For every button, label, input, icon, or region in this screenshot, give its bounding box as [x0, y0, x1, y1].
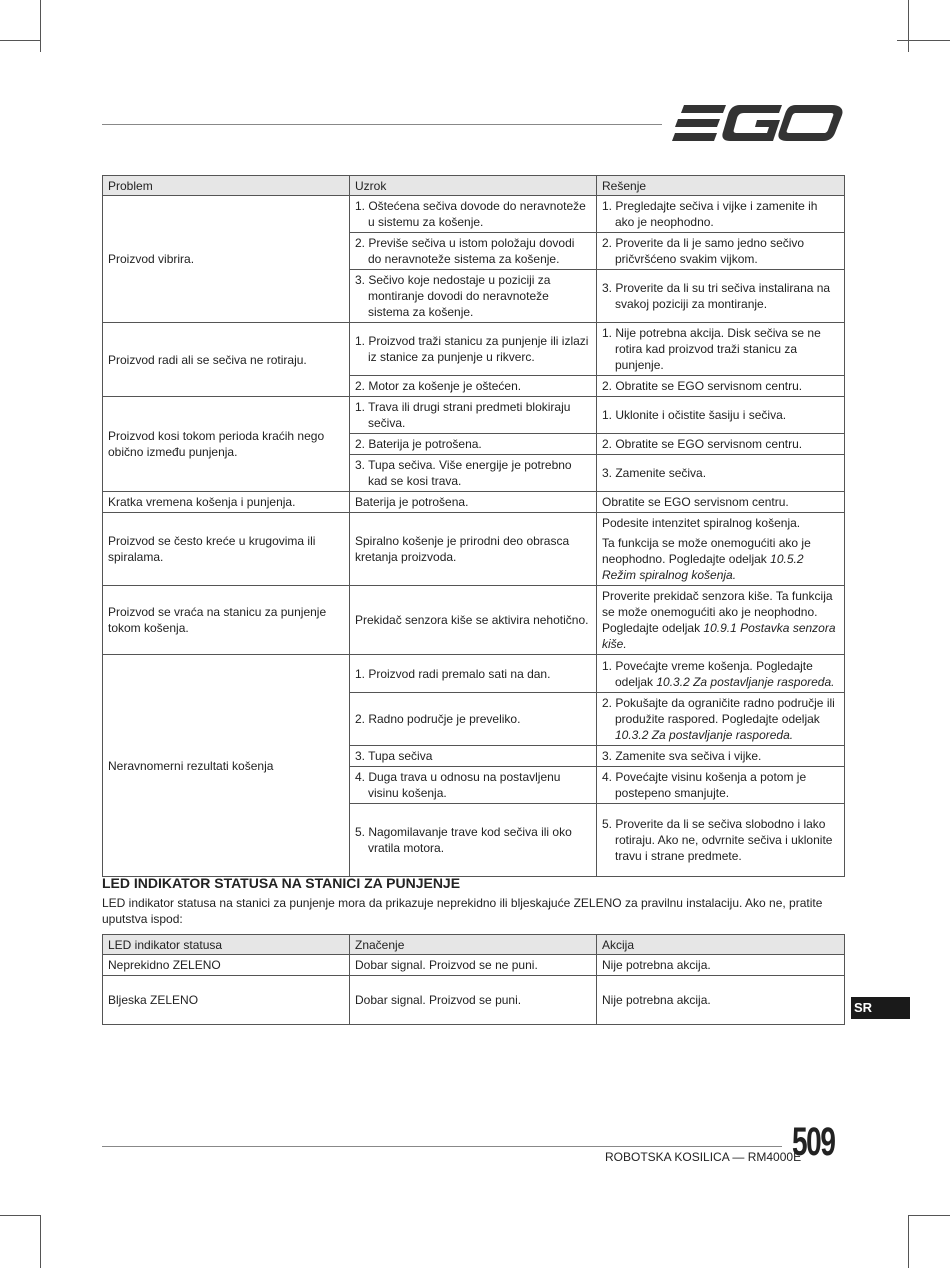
header-rule	[102, 124, 662, 125]
table-row	[103, 976, 845, 1025]
solution-text: 3. Zamenite sva sečiva i vijke.	[602, 749, 762, 763]
cause-cell: Prekidač senzora kiše se aktivira nehotično.	[350, 586, 597, 655]
troubleshooting-table	[102, 175, 845, 877]
cause-cell	[350, 767, 597, 804]
solution-cell	[597, 233, 845, 270]
solution-cell	[597, 397, 845, 434]
section-reference: 10.3.2 Za postavljanje rasporeda	[656, 674, 832, 689]
solution-text-end: .	[831, 674, 835, 689]
solution-cell	[597, 455, 845, 492]
problem-cell: Proizvod se često kreće u krugovima ili spiralama.	[103, 513, 350, 586]
table-row	[103, 513, 845, 586]
column-header-action: Akcija	[597, 935, 845, 955]
crop-mark	[897, 40, 950, 41]
column-header-led-status: LED indikator statusa	[103, 935, 350, 955]
cause-cell	[350, 397, 597, 434]
crop-mark	[0, 1215, 40, 1216]
cause-cell	[350, 376, 597, 397]
table-row	[103, 955, 845, 976]
ego-logo	[672, 103, 844, 143]
solution-text: 3. Zamenite sečiva.	[602, 466, 707, 480]
meaning-cell: Dobar signal. Proizvod se ne puni.	[350, 955, 597, 976]
cause-cell: Spiralno košenje je prirodni deo obrasca kretanja proizvoda.	[350, 513, 597, 586]
cause-cell	[350, 746, 597, 767]
cause-cell	[350, 804, 597, 877]
cause-cell: Baterija je potrošena.	[350, 492, 597, 513]
solution-text: 2. Obratite se EGO servisnom centru.	[602, 437, 803, 451]
solution-cell	[597, 693, 845, 746]
solution-cell	[597, 655, 845, 693]
crop-mark	[40, 1215, 41, 1268]
solution-cell	[597, 513, 845, 586]
solution-text	[602, 695, 839, 743]
solution-cell	[597, 323, 845, 376]
cause-text: 3. Sečivo koje nedostaje u poziciji za montiranje dovodi do neravnoteže sistema za košenje.	[355, 273, 551, 319]
cause-text: 3. Tupa sečiva	[355, 749, 433, 763]
cause-text: 2. Baterija je potrošena.	[355, 437, 482, 451]
cause-cell	[350, 270, 597, 323]
footer-product-name: ROBOTSKA KOSILICA — RM4000E	[605, 1150, 802, 1164]
cause-text: 3. Tupa sečiva. Više energije je potrebno kad se kosi trava.	[355, 458, 572, 488]
cause-text: 4. Duga trava u odnosu na postavljenu visinu košenja.	[355, 770, 561, 800]
solution-text	[602, 658, 839, 690]
problem-cell: Proizvod kosi tokom perioda kraćih nego obično između punjenja.	[103, 397, 350, 492]
solution-text-end: .	[789, 728, 794, 742]
table-row	[103, 655, 845, 693]
solution-text: 4. Povećajte visinu košenja a potom je postepeno smanjujte.	[602, 770, 807, 800]
cause-text: 1. Trava ili drugi strani predmeti blokiraju sečiva.	[355, 400, 571, 430]
cause-text: 5. Nagomilavanje trave kod sečiva ili oko vratila motora.	[355, 825, 572, 855]
cause-text: 2. Previše sečiva u istom položaju dovodi do neravnoteže sistema za košenje.	[355, 236, 575, 266]
solution-cell	[597, 196, 845, 233]
cause-cell	[350, 655, 597, 693]
led-section-intro: LED indikator statusa na stanici za punjenje mora da prikazuje neprekidno ili bljeskajuće ZELENO za pravilnu instalaciju. Ako ne, pratite uputstva ispod:	[102, 896, 823, 926]
cause-cell	[350, 233, 597, 270]
solution-text: 2. Proverite da li je samo jedno sečivo pričvršćeno svakim vijkom.	[602, 236, 805, 266]
solution-cell	[597, 434, 845, 455]
cause-cell	[350, 323, 597, 376]
solution-text-part: 2. Pokušajte da ograničite radno područje ili produžite raspored. Pogledajte odeljak	[602, 696, 835, 726]
problem-cell: Proizvod se vraća na stanicu za punjenje tokom košenja.	[103, 586, 350, 655]
problem-cell: Neravnomerni rezultati košenja	[103, 655, 350, 877]
led-status-cell: Neprekidno ZELENO	[103, 955, 350, 976]
crop-mark	[908, 1215, 909, 1268]
problem-cell: Proizvod radi ali se sečiva ne rotiraju.	[103, 323, 350, 397]
crop-mark	[908, 1215, 950, 1216]
solution-cell	[597, 746, 845, 767]
section-reference: 10.9.1 Postavka senzora kiše	[602, 621, 836, 651]
solution-text: 5. Proverite da li se sečiva slobodno i lako rotiraju. Ako ne, odvrnite sečiva i uklonite travu i strane predmete.	[602, 817, 833, 863]
solution-cell: Obratite se EGO servisnom centru.	[597, 492, 845, 513]
action-cell: Nije potrebna akcija.	[597, 955, 845, 976]
table-row	[103, 586, 845, 655]
solution-text: 3. Proverite da li su tri sečiva instalirana na svakoj poziciji za montiranje.	[602, 281, 831, 311]
cause-text: 1. Proizvod radi premalo sati na dan.	[355, 666, 551, 681]
solution-cell	[597, 586, 845, 655]
solution-cell	[597, 376, 845, 397]
crop-mark	[908, 0, 909, 52]
section-reference: 10.5.2 Režim spiralnog košenja	[602, 552, 804, 582]
cause-cell	[350, 196, 597, 233]
cause-cell	[350, 693, 597, 746]
action-cell: Nije potrebna akcija.	[597, 976, 845, 1025]
cause-cell	[350, 434, 597, 455]
table-header-row	[103, 176, 845, 196]
solution-text: 1. Uklonite i očistite šasiju i sečiva.	[602, 408, 787, 422]
column-header-solution: Rešenje	[597, 176, 845, 196]
table-row	[103, 196, 845, 233]
column-header-problem: Problem	[103, 176, 350, 196]
solution-text: 1. Nije potrebna akcija. Disk sečiva se ne rotira kad proizvod traži stanicu za punjenje.	[602, 326, 821, 372]
solution-cell	[597, 804, 845, 877]
page-number: 509	[792, 1120, 835, 1164]
solution-text-part: Ta funkcija se može onemogućiti ako je neophodno. Pogledajte odeljak	[602, 536, 811, 566]
table-row	[103, 397, 845, 434]
meaning-cell: Dobar signal. Proizvod se puni.	[350, 976, 597, 1025]
column-header-cause: Uzrok	[350, 176, 597, 196]
cause-cell	[350, 455, 597, 492]
table-row	[103, 323, 845, 376]
solution-cell	[597, 767, 845, 804]
solution-text-end: .	[732, 568, 737, 582]
solution-text: 1. Pregledajte sečiva i vijke i zamenite ih ako je neophodno.	[602, 199, 818, 229]
footer-rule	[102, 1146, 782, 1147]
problem-cell: Kratka vremena košenja i punjenja.	[103, 492, 350, 513]
cause-text: 2. Motor za košenje je oštećen.	[355, 379, 522, 393]
crop-mark	[0, 40, 40, 41]
problem-cell: Proizvod vibrira.	[103, 196, 350, 323]
solution-cell	[597, 270, 845, 323]
cause-text: 1. Proizvod traži stanicu za punjenje ili izlazi iz stanice za punjenje u rikverc.	[355, 334, 589, 364]
solution-text-end: .	[623, 637, 627, 651]
solution-text-part: 1. Povećajte vreme košenja. Pogledajte odeljak	[602, 658, 813, 689]
table-row	[103, 492, 845, 513]
led-status-table	[102, 934, 845, 1025]
led-section-title: LED INDIKATOR STATUSA NA STANICI ZA PUNJENJE	[102, 875, 461, 891]
section-reference: 10.3.2 Za postavljanje rasporeda	[615, 728, 790, 742]
solution-text-part: Proverite prekidač senzora kiše. Ta funkcija se može onemogućiti ako je neophodno. Pogledajte odeljak	[602, 589, 833, 635]
language-tab: SR	[851, 997, 910, 1019]
solution-text: Podesite intenzitet spiralnog košenja.	[602, 516, 801, 530]
cause-text: 2. Radno područje je preveliko.	[355, 712, 521, 726]
crop-mark	[40, 0, 41, 52]
table-header-row	[103, 935, 845, 955]
solution-text	[602, 535, 839, 583]
led-status-cell: Bljeska ZELENO	[103, 976, 350, 1025]
solution-text: 2. Obratite se EGO servisnom centru.	[602, 379, 803, 393]
cause-text: 1. Oštećena sečiva dovode do neravnoteže u sistemu za košenje.	[355, 199, 586, 229]
column-header-meaning: Značenje	[350, 935, 597, 955]
